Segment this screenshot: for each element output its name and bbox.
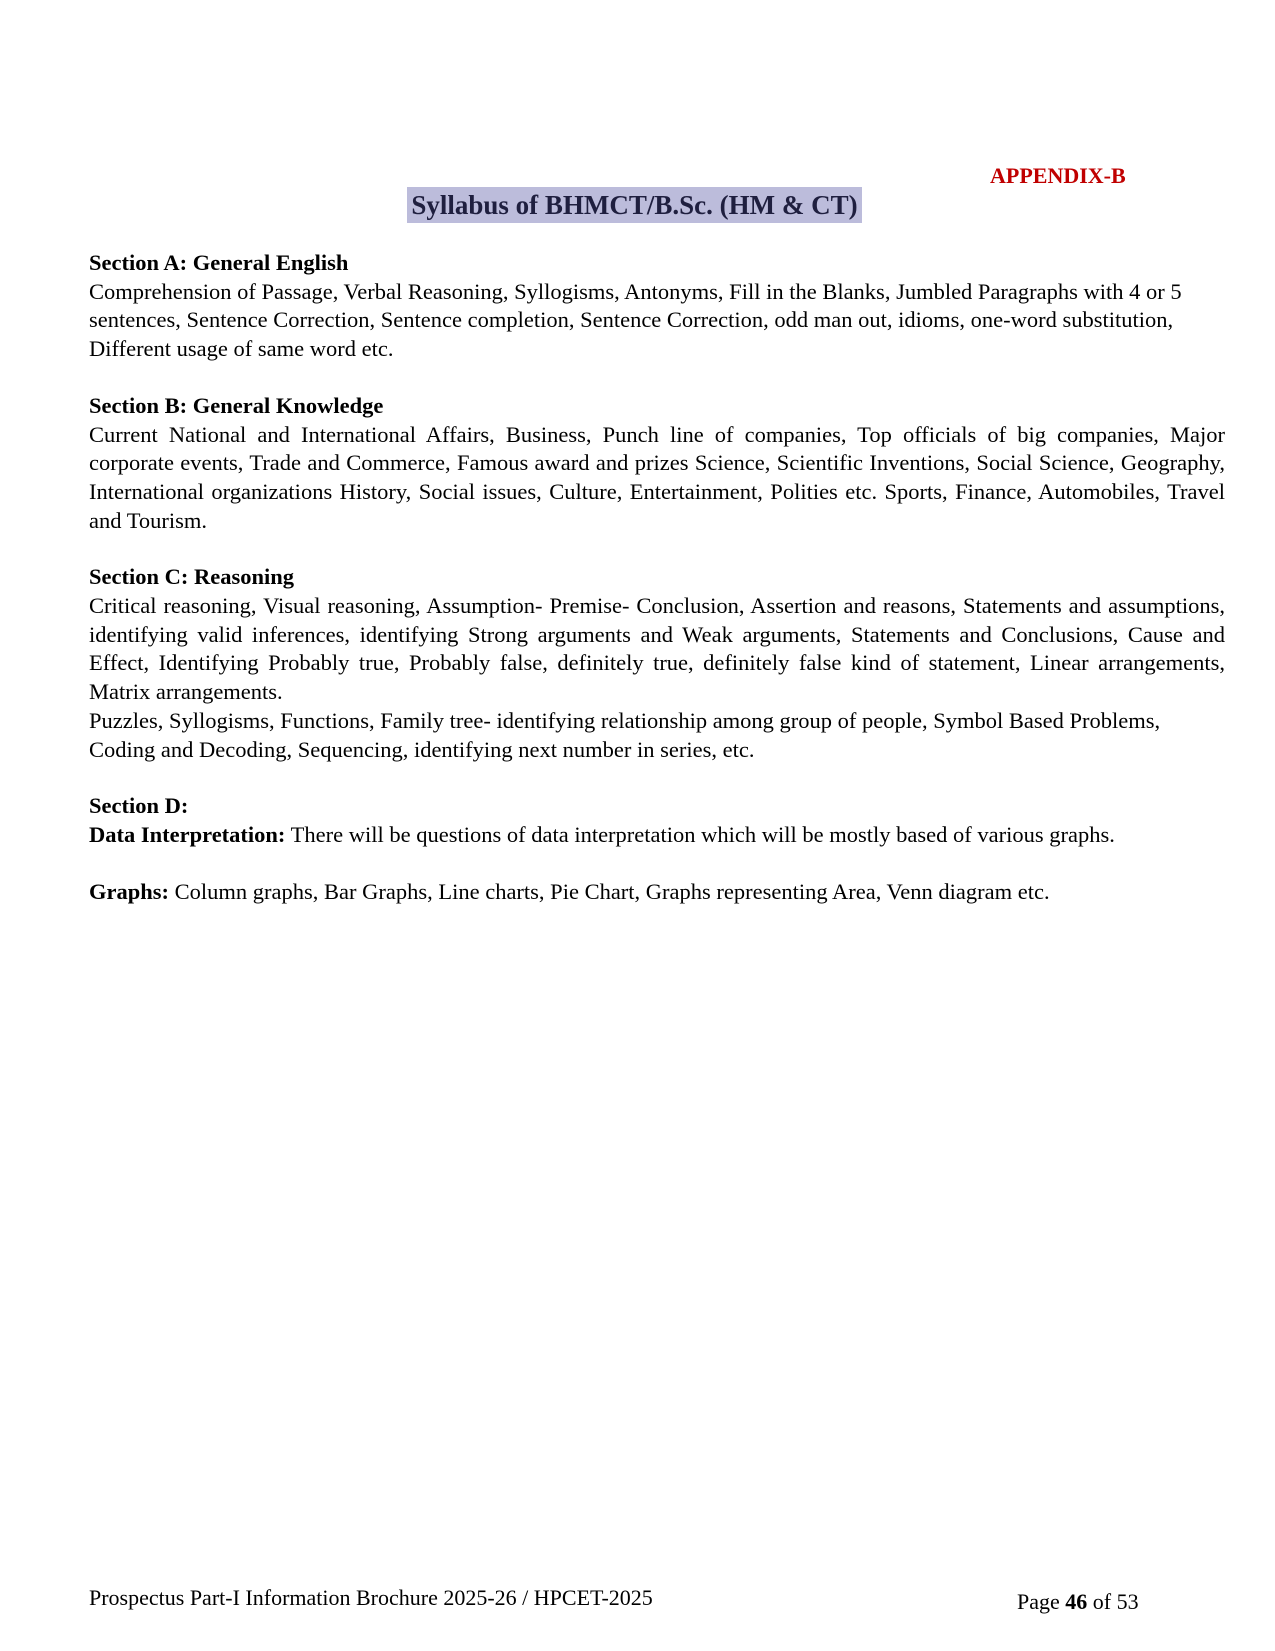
section-b-heading: Section B: General Knowledge — [89, 392, 384, 418]
section-b-body: Current National and International Affairs, Business, Punch line of companies, Top officials of big companies, Major corporate events, Trade and Commerce, Famous award and prizes Science, Scientific Inventions, Social Science, Geography, International organizations History, Social issues, Culture, Entertainment, Polities etc. Sports, Finance, Automobiles, Travel and Tourism. — [89, 421, 1225, 533]
data-interpretation-text: There will be questions of data interpretation which will be mostly based of various graphs. — [285, 821, 1115, 847]
graphs-label: Graphs: — [89, 878, 170, 904]
section-a — [89, 249, 1225, 364]
section-a-body: Comprehension of Passage, Verbal Reasoning, Syllogisms, Antonyms, Fill in the Blanks, Jumbled Paragraphs with 4 or 5 sentences, Sentence Correction, Sentence completion, Sentence Correction, odd man out, idioms, one-word substitution, Different usage of same word etc. — [89, 278, 1182, 362]
title-container — [0, 187, 1275, 223]
section-d-graphs — [89, 878, 1225, 907]
page-title: Syllabus of BHMCT/B.Sc. (HM & CT) — [407, 187, 861, 223]
page-prefix: Page — [1017, 1589, 1066, 1614]
graphs-text: Column graphs, Bar Graphs, Line charts, Pie Chart, Graphs representing Area, Venn diagram etc. — [169, 878, 1050, 904]
section-c-heading: Section C: Reasoning — [89, 564, 295, 590]
data-interpretation-label: Data Interpretation: — [89, 821, 286, 847]
data-interpretation-paragraph — [89, 821, 1225, 850]
current-page: 46 — [1065, 1589, 1088, 1614]
section-c-body-1: Critical reasoning, Visual reasoning, Assumption- Premise- Conclusion, Assertion and reasons, Statements and assumptions, identifying valid inferences, identifying Strong arguments and Weak arguments, Statements and Conclusions, Cause and Effect, Identifying Probably true, Probably false, definitely true, definitely false kind of statement, Linear arrangements, Matrix arrangements. — [89, 593, 1225, 705]
section-d — [89, 792, 1225, 849]
graphs-paragraph — [89, 878, 1225, 907]
footer-brochure-title: Prospectus Part-I Information Brochure 2025-26 / HPCET-2025 — [89, 1585, 653, 1610]
appendix-label: APPENDIX-B — [990, 163, 1126, 188]
section-c-body-2: Puzzles, Syllogisms, Functions, Family tree- identifying relationship among group of people, Symbol Based Problems, Coding and Decoding, Sequencing, identifying next number in series, etc. — [89, 707, 1161, 762]
footer-page-number — [1017, 1589, 1139, 1615]
section-a-heading: Section A: General English — [89, 250, 349, 275]
section-b — [89, 392, 1225, 536]
section-c — [89, 563, 1225, 764]
page-suffix: of 53 — [1087, 1589, 1139, 1614]
syllabus-content — [89, 249, 1225, 934]
section-d-heading: Section D: — [89, 793, 189, 819]
